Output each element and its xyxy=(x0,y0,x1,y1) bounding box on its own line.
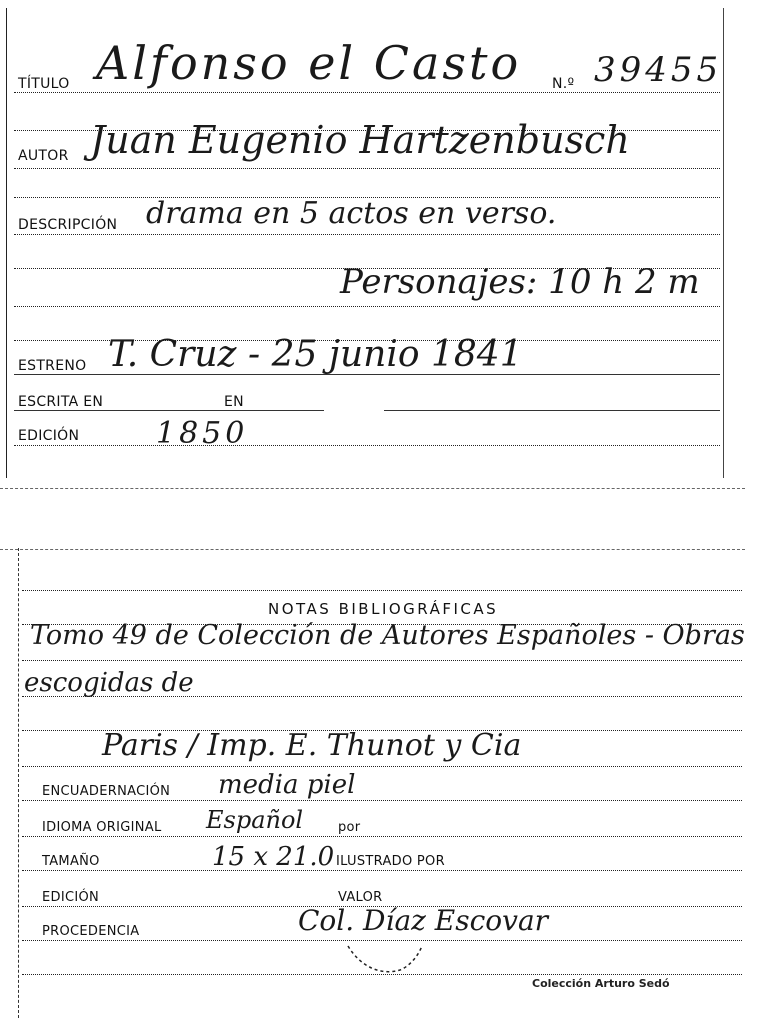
edicion-value: 1850 xyxy=(156,416,249,451)
cut-line xyxy=(0,488,745,489)
notes-line-1: Tomo 49 de Colección de Autores Españoles - Obras xyxy=(30,620,745,651)
ruled-line xyxy=(14,445,720,446)
tamano-label: TAMAÑO xyxy=(42,854,100,869)
idioma-value: Español xyxy=(206,806,304,834)
encuadernacion-value: media piel xyxy=(218,770,356,800)
autor-value: Juan Eugenio Hartzenbusch xyxy=(90,118,630,162)
por-label: por xyxy=(338,820,361,835)
ruled-line xyxy=(14,410,324,411)
ilustrado-label: ILUSTRADO POR xyxy=(336,854,445,869)
ruled-line xyxy=(14,306,720,307)
estreno-label: ESTRENO xyxy=(18,358,87,374)
notes-line-3: Paris / Imp. E. Thunot y Cia xyxy=(102,728,522,763)
ruled-line xyxy=(22,870,742,871)
autor-label: AUTOR xyxy=(18,148,69,164)
tamano-value: 15 x 21.0 xyxy=(212,842,335,872)
procedencia-label: PROCEDENCIA xyxy=(42,924,140,939)
edicion-label: EDICIÓN xyxy=(18,428,80,444)
numero-label: N.º xyxy=(552,76,575,92)
ruled-line xyxy=(22,800,742,801)
idioma-label: IDIOMA ORIGINAL xyxy=(42,820,162,835)
numero-value: 39455 xyxy=(594,50,723,90)
notas-heading: NOTAS BIBLIOGRÁFICAS xyxy=(268,600,499,618)
titulo-label: TÍTULO xyxy=(18,76,70,92)
en-label: EN xyxy=(224,394,244,410)
procedencia-value: Col. Díaz Escovar xyxy=(298,904,549,937)
ruled-line xyxy=(22,660,742,661)
descripcion-value: drama en 5 actos en verso. xyxy=(146,196,557,231)
personajes-value: Personajes: 10 h 2 m xyxy=(340,262,700,302)
ruled-line xyxy=(22,836,742,837)
valor-label: VALOR xyxy=(338,890,383,905)
ruled-line xyxy=(22,766,742,767)
estreno-value: T. Cruz - 25 junio 1841 xyxy=(108,334,523,375)
edicion-bottom-label: EDICIÓN xyxy=(42,890,100,905)
titulo-value: Alfonso el Casto xyxy=(96,36,522,90)
escrita-label: ESCRITA EN xyxy=(18,394,104,410)
ink-scribble xyxy=(340,926,430,978)
collection-credit: Colección Arturo Sedó xyxy=(532,977,670,990)
ruled-line xyxy=(14,168,720,169)
encuadernacion-label: ENCUADERNACIÓN xyxy=(42,784,171,799)
ruled-line xyxy=(384,410,720,411)
ruled-line xyxy=(14,234,720,235)
notes-line-2: escogidas de xyxy=(24,668,194,698)
ruled-line xyxy=(14,92,720,93)
descripcion-label: DESCRIPCIÓN xyxy=(18,217,118,233)
ruled-line xyxy=(22,590,742,591)
